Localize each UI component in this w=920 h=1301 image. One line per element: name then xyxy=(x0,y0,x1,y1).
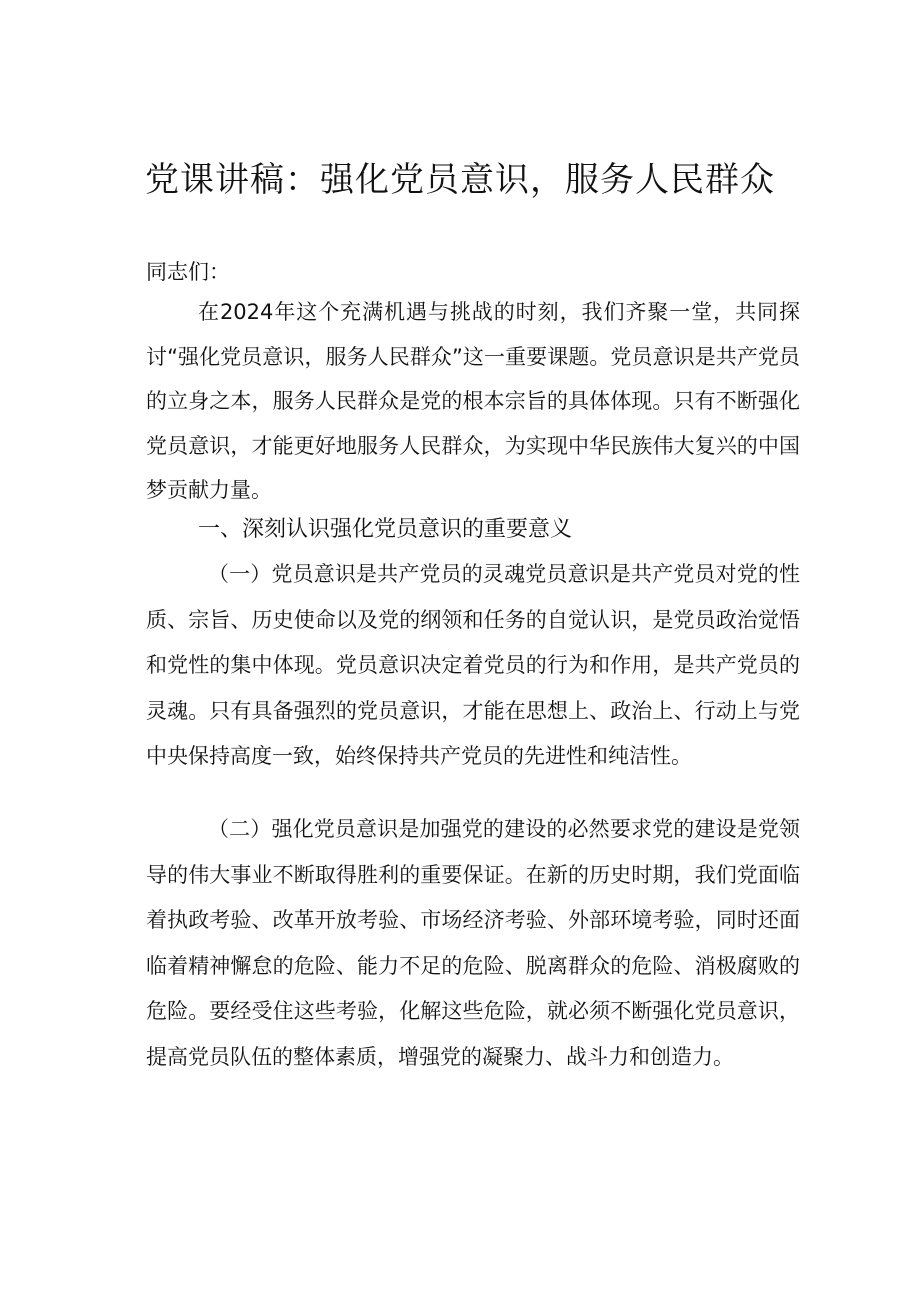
document-title: 党课讲稿：强化党员意识，服务人民群众 xyxy=(145,160,775,200)
subsection-paragraph-2: （二）强化党员意识是加强党的建设的必然要求党的建设是党领导的伟大事业不断取得胜利的重要保证。在新的历史时期，我们党面临着执政考验、改革开放考验、市场经济考验、外部环境考验，同时还面临着精神懈怠的危险、能力不足的危险、脱离群众的危险、消极腐败的危险。要经受住这些考验，化解这些危险，就必须不断强化党员意识，提高党员队伍的整体素质，增强党的凝聚力、战斗力和创造力。 xyxy=(146,817,800,1069)
intro-paragraph: 在2024年这个充满机遇与挑战的时刻，我们齐聚一堂，共同探讨“强化党员意识，服务人民群众”这一重要课题。党员意识是共产党员的立身之本，服务人民群众是党的根本宗旨的具体体现。只有不断强化党员意识，才能更好地服务人民群众，为实现中华民族伟大复兴的中国梦贡献力量。 xyxy=(146,300,800,502)
subsection-paragraph-1: （一）党员意识是共产党员的灵魂党员意识是共产党员对党的性质、宗旨、历史使命以及党的纲领和任务的自觉认识，是党员政治觉悟和党性的集中体现。党员意识决定着党员的行为和作用，是共产党员的灵魂。只有具备强烈的党员意识，才能在思想上、政治上、行动上与党中央保持高度一致，始终保持共产党员的先进性和纯洁性。 xyxy=(146,562,800,768)
section-heading: 一、深刻认识强化党员意识的重要意义 xyxy=(198,517,573,542)
greeting: 同志们： xyxy=(146,260,230,284)
